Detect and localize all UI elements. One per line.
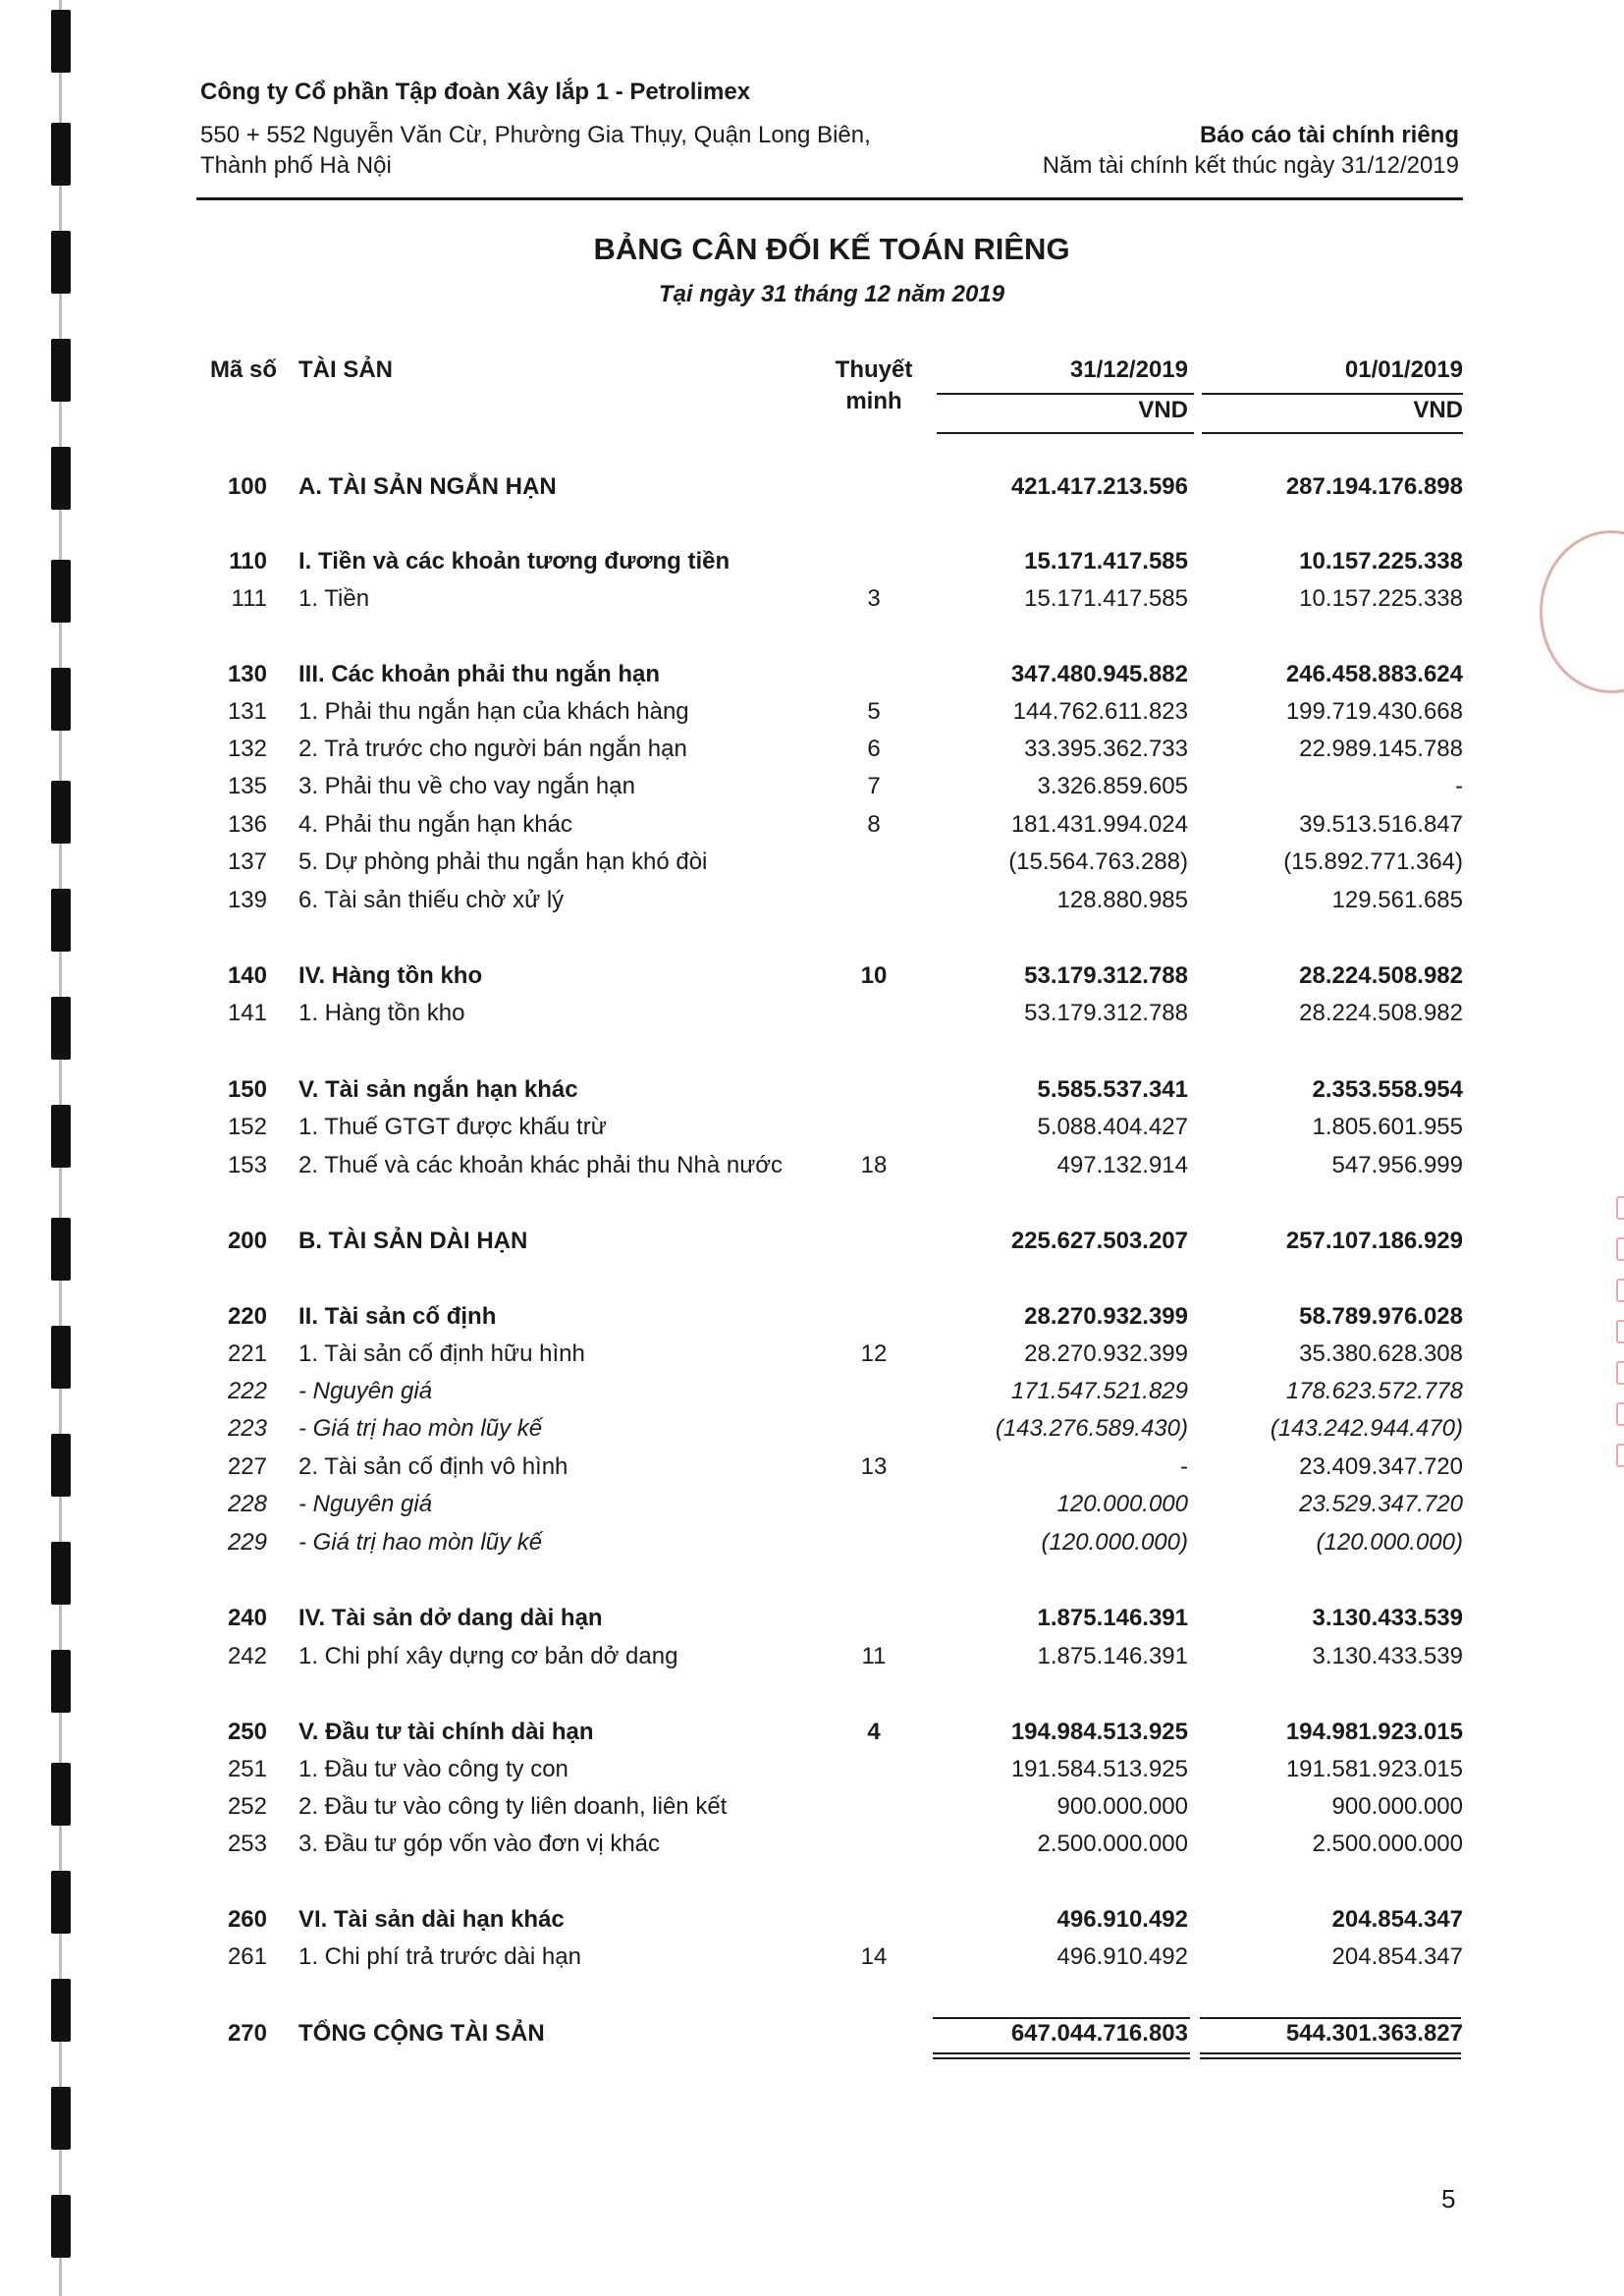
column-header-note-line1: Thuyết [835,356,913,383]
row-code: 136 [227,811,267,838]
table-row [0,1449,1624,1485]
row-item-name: 1. Chi phí xây dựng cơ bản dở dang [298,1643,678,1669]
row-item-name: 2. Thuế và các khoản khác phải thu Nhà nước [298,1152,783,1178]
row-item-name: 2. Đầu tư vào công ty liên doanh, liên kết [298,1793,728,1820]
page-subtitle: Tại ngày 31 tháng 12 năm 2019 [658,281,1005,307]
row-value-2019-01-01: 129.561.685 [1331,887,1463,913]
row-code: 222 [227,1378,267,1404]
total-rule-top-2 [1200,2017,1461,2019]
row-value-2019-01-01: 199.719.430.668 [1285,698,1463,725]
row-code: 139 [227,887,267,913]
row-value-2019-01-01: 2.500.000.000 [1312,1831,1463,1857]
row-value-2019-01-01: 10.157.225.338 [1299,585,1463,612]
row-item-name: TỔNG CỘNG TÀI SẢN [298,2020,545,2047]
row-item-name: A. TÀI SẢN NGẮN HẠN [298,473,557,500]
row-item-name: 1. Tài sản cố định hữu hình [298,1340,585,1367]
row-value-2019-01-01: (143.242.944.470) [1270,1415,1463,1442]
row-item-name: - Nguyên giá [298,1491,433,1517]
row-value-2019-01-01: 547.956.999 [1331,1152,1463,1178]
row-note: 11 [861,1643,887,1669]
row-code: 152 [227,1114,267,1140]
table-row [0,1110,1624,1145]
row-value-2019-12-31: 144.762.611.823 [1012,698,1188,725]
row-item-name: 2. Trả trước cho người bán ngắn hạn [298,736,687,762]
column-header-note-line2: minh [845,388,902,414]
row-value-2019-01-01: 2.353.558.954 [1312,1076,1463,1103]
row-value-2019-12-31: 120.000.000 [1056,1491,1188,1517]
row-code: 153 [227,1152,267,1178]
row-item-name: VI. Tài sản dài hạn khác [298,1906,565,1933]
row-value-2019-01-01: 257.107.186.929 [1285,1228,1463,1254]
row-value-2019-01-01: 3.130.433.539 [1312,1605,1463,1631]
row-item-name: IV. Hàng tồn kho [298,962,483,989]
column-rule-date1 [937,393,1194,395]
row-value-2019-12-31: 3.326.859.605 [1037,773,1188,799]
table-row [0,469,1624,505]
row-code: 229 [227,1529,267,1556]
table-row [0,2016,1624,2051]
row-code: 131 [227,698,267,725]
row-code: 250 [227,1719,267,1745]
table-row [0,1715,1624,1750]
table-row [0,1789,1624,1825]
row-note: 4 [867,1719,881,1745]
row-value-2019-12-31: 15.171.417.585 [1024,548,1188,574]
row-code: 227 [227,1453,267,1480]
row-value-2019-01-01: 23.409.347.720 [1299,1453,1463,1480]
table-row [0,581,1624,617]
row-item-name: 3. Phải thu về cho vay ngắn hạn [298,773,635,799]
row-value-2019-01-01: 178.623.572.778 [1285,1378,1463,1404]
total-rule-top-1 [933,2017,1190,2019]
row-note: 3 [867,585,881,612]
table-row [0,1299,1624,1335]
row-value-2019-12-31: (15.564.763.288) [1008,848,1188,875]
document-header [200,79,1459,181]
table-row [0,1411,1624,1447]
row-code: 132 [227,736,267,762]
row-code: 140 [227,962,267,989]
row-note: 6 [867,736,881,762]
row-code: 261 [227,1943,267,1970]
binder-hole [51,10,71,73]
row-value-2019-01-01: 194.981.923.015 [1285,1719,1463,1745]
row-value-2019-01-01: 191.581.923.015 [1285,1756,1463,1782]
row-value-2019-12-31: 1.875.146.391 [1037,1605,1188,1631]
row-note: 12 [860,1340,888,1367]
row-code: 228 [227,1491,267,1517]
row-note: 5 [867,698,881,725]
row-item-name: 1. Chi phí trả trước dài hạn [298,1943,581,1970]
row-value-2019-01-01: 28.224.508.982 [1299,962,1463,989]
table-row [0,958,1624,994]
row-value-2019-12-31: 28.270.932.399 [1024,1303,1188,1330]
table-row [0,1487,1624,1522]
row-note: 13 [860,1453,888,1480]
row-value-2019-12-31: 53.179.312.788 [1024,1000,1188,1026]
table-row [0,657,1624,692]
row-value-2019-01-01: 28.224.508.982 [1299,1000,1463,1026]
row-value-2019-12-31: 128.880.985 [1056,887,1188,913]
page-number: 5 [1441,2184,1456,2214]
row-code: 260 [227,1906,267,1933]
row-value-2019-12-31: 53.179.312.788 [1024,962,1188,989]
table-row [0,1072,1624,1108]
column-header-currency2: VND [1413,397,1463,423]
row-code: 253 [227,1831,267,1857]
row-code: 150 [227,1076,267,1103]
row-code: 135 [227,773,267,799]
row-code: 200 [227,1228,267,1254]
table-row [0,1525,1624,1560]
row-code: 242 [227,1643,267,1669]
row-item-name: - Giá trị hao mòn lũy kế [298,1415,543,1442]
header-divider [196,197,1463,200]
row-value-2019-12-31: 2.500.000.000 [1037,1831,1188,1857]
table-row [0,1224,1624,1259]
row-code: 252 [227,1793,267,1820]
row-code: 111 [231,585,267,612]
row-value-2019-01-01: (120.000.000) [1316,1529,1463,1556]
row-value-2019-12-31: 1.875.146.391 [1037,1643,1188,1669]
row-code: 130 [227,661,267,687]
row-value-2019-12-31: 421.417.213.596 [1010,473,1188,500]
report-period: Năm tài chính kết thúc ngày 31/12/2019 [1042,152,1459,179]
row-value-2019-01-01: 246.458.883.624 [1285,661,1463,687]
row-item-name: II. Tài sản cố định [298,1303,497,1330]
row-note: 7 [867,773,881,799]
table-row [0,1902,1624,1938]
page-title: BẢNG CÂN ĐỐI KẾ TOÁN RIÊNG [593,232,1070,266]
row-value-2019-01-01: - [1455,773,1463,799]
row-value-2019-12-31: 181.431.994.024 [1010,811,1188,838]
row-value-2019-01-01: 287.194.176.898 [1285,473,1463,500]
table-row [0,1827,1624,1862]
table-row [0,1374,1624,1409]
total-double-rule-2b [1200,2057,1461,2059]
row-value-2019-01-01: 1.805.601.955 [1312,1114,1463,1140]
column-header-note [815,356,933,415]
row-value-2019-01-01: (15.892.771.364) [1283,848,1463,875]
row-code: 110 [229,548,267,574]
row-value-2019-01-01: 544.301.363.827 [1285,2020,1463,2047]
row-item-name: 3. Đầu tư góp vốn vào đơn vị khác [298,1831,661,1857]
row-note: 18 [860,1152,888,1178]
table-row [0,1337,1624,1372]
row-value-2019-12-31: 5.585.537.341 [1037,1076,1188,1103]
row-code: 137 [227,848,267,875]
table-row [0,1639,1624,1674]
report-type: Báo cáo tài chính riêng [1199,122,1459,148]
row-value-2019-01-01: 3.130.433.539 [1312,1643,1463,1669]
row-value-2019-01-01: 23.529.347.720 [1299,1491,1463,1517]
table-row [0,694,1624,730]
row-item-name: V. Đầu tư tài chính dài hạn [298,1719,594,1745]
row-value-2019-12-31: 28.270.932.399 [1024,1340,1188,1367]
row-item-name: B. TÀI SẢN DÀI HẠN [298,1228,528,1254]
row-item-name: 2. Tài sản cố định vô hình [298,1453,568,1480]
column-header-code: Mã số [210,356,278,383]
table-row [0,1148,1624,1183]
column-rule-date2 [1202,393,1463,395]
column-header-item: TÀI SẢN [298,356,393,383]
row-item-name: I. Tiền và các khoản tương đương tiền [298,548,731,574]
table-row [0,1752,1624,1787]
row-note: 10 [860,962,888,989]
row-code: 251 [227,1756,267,1782]
table-row [0,883,1624,918]
column-rule-currency2 [1202,432,1463,434]
table-row [0,845,1624,880]
table-row [0,1940,1624,1975]
row-item-name: III. Các khoản phải thu ngắn hạn [298,661,661,687]
row-value-2019-01-01: 204.854.347 [1331,1906,1463,1933]
binder-hole [51,123,71,186]
total-double-rule-1b [933,2057,1190,2059]
row-note: 8 [867,811,881,838]
row-value-2019-01-01: 10.157.225.338 [1299,548,1463,574]
row-value-2019-12-31: 347.480.945.882 [1010,661,1188,687]
company-name: Công ty Cổ phần Tập đoàn Xây lắp 1 - Petrolimex [200,79,751,105]
row-item-name: IV. Tài sản dở dang dài hạn [298,1605,603,1631]
binder-hole [51,2087,71,2150]
company-address-line2: Thành phố Hà Nội [200,152,392,179]
row-value-2019-12-31: 33.395.362.733 [1024,736,1188,762]
row-value-2019-12-31: 900.000.000 [1056,1793,1188,1820]
column-header-date1: 31/12/2019 [1069,356,1188,383]
row-value-2019-12-31: (143.276.589.430) [995,1415,1188,1442]
row-code: 223 [227,1415,267,1442]
row-item-name: - Nguyên giá [298,1378,433,1404]
row-value-2019-12-31: 496.910.492 [1056,1943,1188,1970]
row-item-name: - Giá trị hao mòn lũy kế [298,1529,543,1556]
row-value-2019-01-01: 58.789.976.028 [1299,1303,1463,1330]
column-rule-currency1 [937,432,1194,434]
row-value-2019-01-01: 22.989.145.788 [1299,736,1463,762]
row-item-name: 4. Phải thu ngắn hạn khác [298,811,572,838]
row-code: 141 [227,1000,267,1026]
binder-hole [51,339,71,402]
row-item-name: V. Tài sản ngắn hạn khác [298,1076,578,1103]
table-row [0,1601,1624,1636]
row-value-2019-01-01: 35.380.628.308 [1299,1340,1463,1367]
row-code: 100 [227,473,267,500]
row-code: 240 [227,1605,267,1631]
row-value-2019-12-31: 5.088.404.427 [1037,1114,1188,1140]
row-value-2019-12-31: 496.910.492 [1056,1906,1188,1933]
column-header-currency1: VND [1138,397,1188,423]
row-value-2019-01-01: 204.854.347 [1331,1943,1463,1970]
row-item-name: 1. Hàng tồn kho [298,1000,465,1026]
row-item-name: 1. Phải thu ngắn hạn của khách hàng [298,698,689,725]
row-item-name: 1. Tiền [298,585,370,612]
row-code: 270 [227,2020,267,2047]
total-double-rule-2a [1200,2052,1461,2054]
row-note: 14 [860,1943,888,1970]
row-value-2019-12-31: 171.547.521.829 [1010,1378,1188,1404]
row-value-2019-12-31: 497.132.914 [1056,1152,1188,1178]
total-double-rule-1a [933,2052,1190,2054]
row-item-name: 1. Thuế GTGT được khấu trừ [298,1114,607,1140]
row-value-2019-12-31: 647.044.716.803 [1010,2020,1188,2047]
table-row [0,996,1624,1031]
row-code: 221 [227,1340,267,1367]
table-row [0,769,1624,804]
row-item-name: 5. Dự phòng phải thu ngắn hạn khó đòi [298,848,708,875]
table-row [0,544,1624,579]
table-row [0,807,1624,843]
row-code: 220 [227,1303,267,1330]
row-item-name: 6. Tài sản thiếu chờ xử lý [298,887,565,913]
row-value-2019-12-31: 191.584.513.925 [1010,1756,1188,1782]
row-value-2019-12-31: - [1180,1453,1188,1480]
row-value-2019-12-31: (120.000.000) [1041,1529,1188,1556]
row-value-2019-01-01: 39.513.516.847 [1299,811,1463,838]
row-value-2019-01-01: 900.000.000 [1331,1793,1463,1820]
binder-hole [51,2195,71,2258]
company-address-line1: 550 + 552 Nguyễn Văn Cừ, Phường Gia Thụy, Quận Long Biên, [200,122,871,148]
row-value-2019-12-31: 194.984.513.925 [1010,1719,1188,1745]
table-row [0,732,1624,767]
column-header-date2: 01/01/2019 [1344,356,1463,383]
row-item-name: 1. Đầu tư vào công ty con [298,1756,568,1782]
row-value-2019-12-31: 15.171.417.585 [1024,585,1188,612]
row-value-2019-12-31: 225.627.503.207 [1010,1228,1188,1254]
